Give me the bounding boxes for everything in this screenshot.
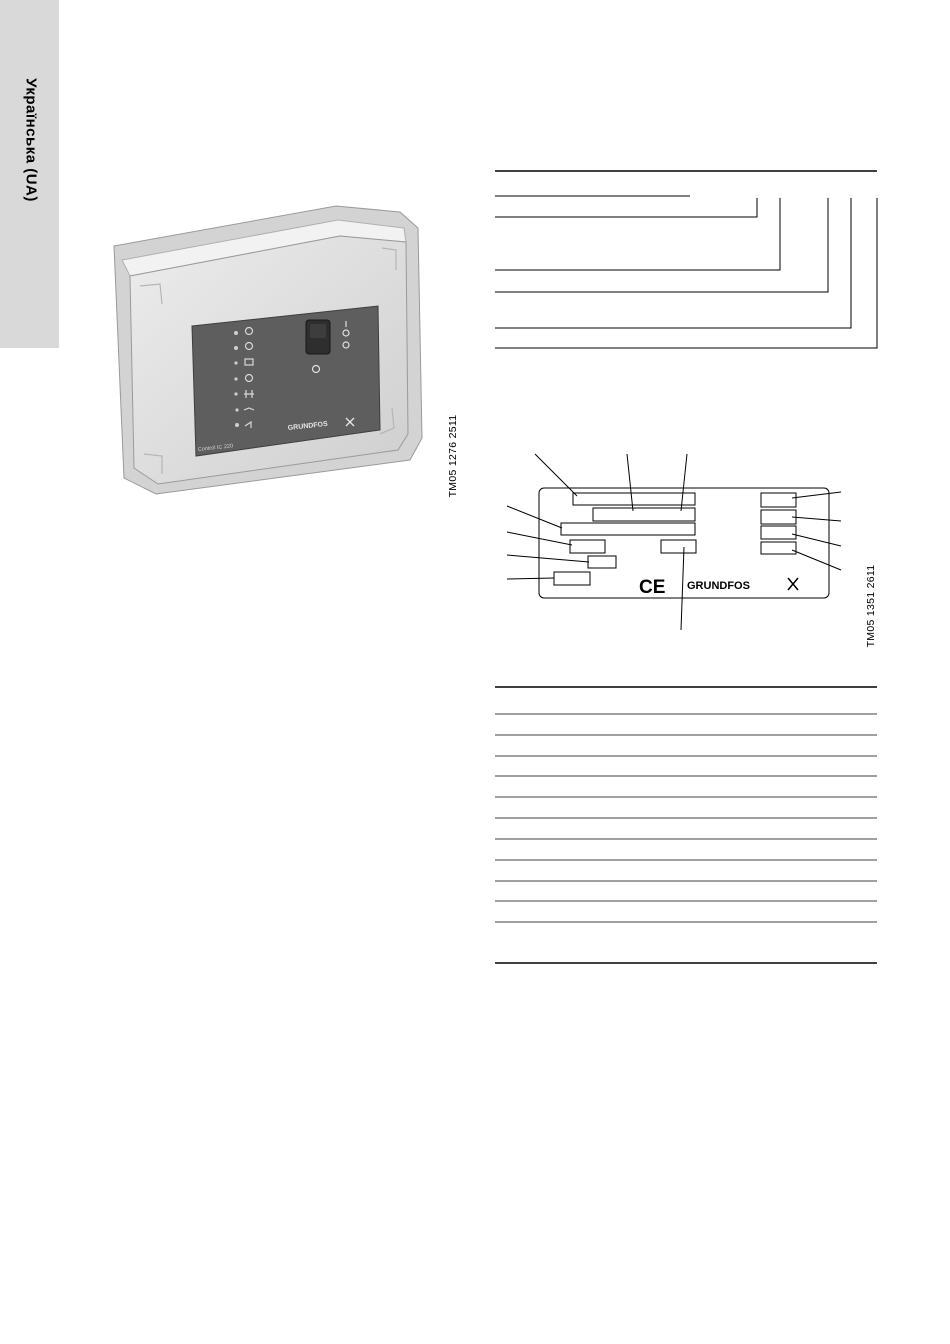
- controller-photo: [100, 198, 430, 498]
- language-label: Українська (UA): [22, 78, 40, 202]
- language-side-tab: [0, 0, 59, 348]
- nameplate-diagram: [495, 448, 855, 638]
- ce-mark: CE: [639, 577, 666, 598]
- grundfos-x-icon: [788, 578, 798, 590]
- product-label: Control IC 220: [197, 443, 234, 453]
- panel-brand-logo: GRUNDFOS: [287, 420, 329, 432]
- type-key-diagram: [490, 165, 890, 355]
- figure2-code: TM05 1351 2611: [865, 564, 877, 648]
- figure1-code: TM05 1276 2511: [447, 414, 459, 498]
- table-rule-lines: [490, 680, 882, 970]
- nameplate-brand-logo: GRUNDFOS: [687, 580, 750, 592]
